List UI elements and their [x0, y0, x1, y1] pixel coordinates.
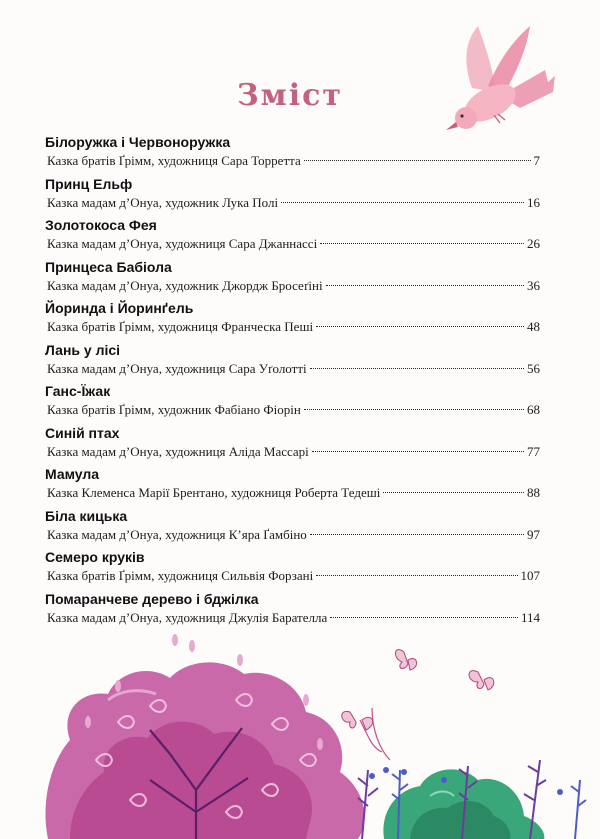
- dot-leader: [312, 451, 524, 452]
- table-of-contents: [45, 133, 540, 631]
- toc-entry-title: Принцеса Бабіола: [45, 258, 172, 275]
- toc-page-number: 16: [527, 194, 540, 210]
- dot-leader: [316, 326, 524, 327]
- toc-entry-title: Принц Ельф: [45, 175, 133, 192]
- toc-entry-7[interactable]: [45, 382, 540, 424]
- toc-entry-title: Лань у лісі: [45, 341, 121, 358]
- toc-entry-description: Казка братів Ґрімм, художник Фабіано Фіорін: [47, 402, 301, 417]
- toc-page-number: 88: [527, 485, 540, 500]
- toc-entry-description: Казка мадам д’Онуа, художник Лука Полі: [47, 194, 279, 210]
- toc-entry-6[interactable]: [45, 341, 540, 383]
- toc-entry-5[interactable]: [45, 299, 540, 341]
- toc-entry-11[interactable]: [45, 548, 540, 590]
- toc-page-number: 26: [527, 236, 540, 251]
- toc-entry-description: Казка Клеменса Марії Брентано, художниця Роберта Тедеші: [47, 485, 381, 500]
- dot-leader: [304, 409, 524, 410]
- toc-entry-title: Йоринда і Йоринґель: [45, 300, 194, 316]
- toc-entry-4[interactable]: [45, 258, 540, 300]
- page-title: Зміст: [237, 78, 343, 113]
- toc-entry-description: Казка мадам д’Онуа, художниця Сара Джаннассі: [47, 236, 318, 251]
- dot-leader: [310, 534, 524, 535]
- toc-entry-8[interactable]: [45, 424, 540, 466]
- toc-entry-description: Казка мадам д’Онуа, художниця Сара Уґолотті: [47, 360, 307, 376]
- toc-entry-description: Казка мадам д’Онуа, художниця Джулія Барателла: [47, 609, 328, 625]
- butterfly-icon: [342, 650, 494, 730]
- toc-page-number: 7: [533, 153, 540, 168]
- toc-entry-description: Казка мадам д’Онуа, художник Джордж Бросеґіні: [47, 277, 323, 293]
- toc-entry-title: Помаранчеве дерево і бджілка: [45, 590, 259, 607]
- toc-page-number: 56: [527, 360, 540, 376]
- toc-page-number: 68: [527, 402, 540, 417]
- toc-page-number: 107: [520, 568, 540, 583]
- toc-entry-9[interactable]: [45, 465, 540, 507]
- butterfly-trail-icon: [360, 708, 390, 760]
- dot-leader: [310, 368, 524, 369]
- toc-entry-1[interactable]: [45, 133, 540, 175]
- toc-entry-title: Біла кицька: [45, 507, 128, 524]
- toc-entry-title: Синій птах: [45, 424, 120, 441]
- toc-entry-description: Казка мадам д’Онуа, художниця К’яра Ґамбіно: [47, 526, 307, 542]
- toc-entry-12[interactable]: [45, 590, 540, 632]
- toc-page-number: 36: [527, 277, 540, 293]
- toc-entry-3[interactable]: [45, 216, 540, 258]
- toc-entry-description: Казка братів Ґрімм, художниця Сильвія Форзані: [47, 568, 314, 583]
- toc-page-number: 97: [527, 526, 540, 542]
- dot-leader: [320, 243, 524, 244]
- flowers-icon: [358, 760, 586, 839]
- toc-entry-title: Ганс-Їжак: [45, 383, 111, 399]
- toc-page-number: 48: [527, 319, 540, 334]
- dot-leader: [326, 285, 524, 286]
- dot-leader: [304, 160, 531, 161]
- toc-entry-2[interactable]: [45, 175, 540, 217]
- bush-icon: [383, 769, 544, 839]
- toc-entry-description: Казка братів Ґрімм, художниця Сара Торретта: [47, 153, 301, 168]
- dot-leader: [316, 575, 517, 576]
- toc-page-number: 77: [527, 443, 540, 459]
- dot-leader: [383, 492, 524, 493]
- toc-entry-description: Казка мадам д’Онуа, художниця Аліда Массарі: [47, 443, 309, 459]
- dot-leader: [281, 202, 524, 203]
- toc-entry-title: Білоружка і Червоноружка: [45, 134, 231, 150]
- toc-entry-title: Семеро круків: [45, 549, 145, 565]
- toc-entry-description: Казка братів Ґрімм, художниця Франческа Пеші: [47, 319, 314, 334]
- dot-leader: [330, 617, 518, 618]
- toc-entry-10[interactable]: [45, 507, 540, 549]
- toc-page-number: 114: [520, 609, 540, 625]
- toc-entry-title: Мамула: [45, 466, 100, 482]
- flower-buds-icon: [369, 767, 563, 795]
- tree-icon: [45, 634, 364, 839]
- toc-entry-title: Золотокоса Фея: [45, 217, 157, 233]
